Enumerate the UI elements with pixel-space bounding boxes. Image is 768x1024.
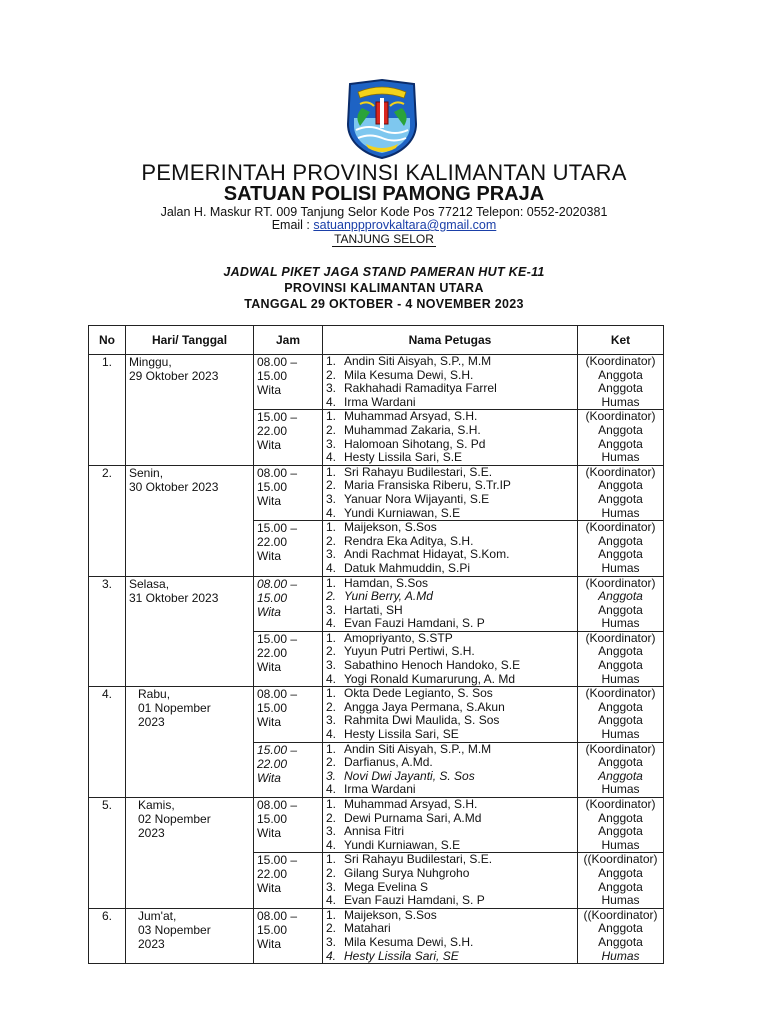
officer-entry [326, 839, 574, 853]
officer-list [323, 742, 578, 797]
officer-entry [326, 936, 574, 950]
officer-name: Maijekson, S.Sos [344, 521, 437, 535]
officer-index: 3. [326, 437, 337, 451]
officer-index: 1. [326, 798, 337, 811]
role-entry: (Koordinator) [585, 521, 656, 535]
officer-entry [326, 590, 574, 604]
shift-time: 08.00 – 15.00 Wita [254, 798, 323, 853]
row-number: 2. [89, 465, 126, 576]
officer-entry [326, 812, 574, 826]
header-note: Ket [578, 326, 664, 355]
role-entry: Humas [601, 949, 640, 963]
officer-entry [326, 479, 574, 493]
officer-entry [326, 410, 574, 424]
officer-entry [326, 783, 574, 797]
role-entry: Anggota [598, 492, 643, 506]
row-number: 1. [89, 355, 126, 466]
officer-index: 4. [326, 949, 337, 963]
officer-index: 2. [326, 756, 337, 770]
day-date: Kamis, 02 Nopember 2023 [126, 798, 254, 909]
header-day: Hari/ Tanggal [126, 326, 254, 355]
officer-index: 2. [326, 590, 337, 604]
row-number: 3. [89, 576, 126, 687]
city [0, 232, 768, 246]
officer-entry [326, 548, 574, 562]
officer-name: Yanuar Nora Wijayanti, S.E [344, 492, 490, 506]
officer-name: Sabathino Henoch Handoko, S.E [344, 659, 521, 673]
officer-name: Yundi Kurniawan, S.E [344, 506, 461, 520]
role-entry: Humas [601, 672, 640, 686]
officer-name: Amopriyanto, S.STP [344, 631, 453, 645]
role-entry: Anggota [598, 756, 643, 770]
table-row [89, 798, 664, 853]
officer-name: Andin Siti Aisyah, S.P., M.M [344, 742, 492, 756]
shift-time: 08.00 – 15.00 Wita [254, 355, 323, 410]
role-entry: (Koordinator) [585, 687, 656, 701]
officer-index: 1. [326, 631, 337, 645]
officer-list [323, 853, 578, 908]
officer-index: 3. [326, 548, 337, 562]
officer-entry [326, 451, 574, 465]
table-row [89, 908, 664, 963]
officer-entry [326, 881, 574, 895]
officer-name: Maria Fransiska Riberu, S.Tr.IP [344, 479, 511, 493]
officer-name: Hesty Lissila Sari, SE [344, 949, 459, 963]
officer-entry [326, 825, 574, 839]
role-entry: Anggota [598, 811, 643, 825]
officer-entry [326, 756, 574, 770]
role-list [578, 798, 664, 853]
officer-name: Evan Fauzi Hamdani, S. P [344, 894, 485, 908]
officer-name: Yundi Kurniawan, S.E [344, 838, 461, 852]
officer-name: Hamdan, S.Sos [344, 576, 429, 590]
role-entry: (Koordinator) [585, 576, 656, 590]
officer-entry [326, 355, 574, 369]
officer-name: Mega Evelina S [344, 880, 429, 894]
shift-time: 15.00 – 22.00 Wita [254, 631, 323, 686]
officer-index: 1. [326, 465, 337, 479]
officer-entry [326, 701, 574, 715]
role-list [578, 853, 664, 908]
officer-name: Sri Rahayu Budilestari, S.E. [344, 465, 493, 479]
shift-time: 15.00 – 22.00 Wita [254, 410, 323, 465]
day-date: Jum'at, 03 Nopember 2023 [126, 908, 254, 963]
officer-index: 1. [326, 521, 337, 535]
officer-index: 1. [326, 742, 337, 756]
officer-entry [326, 521, 574, 535]
officer-name: Yuyun Putri Pertiwi, S.H. [344, 645, 475, 659]
role-entry: ((Koordinator) [583, 908, 658, 922]
officer-name: Sri Rahayu Budilestari, S.E. [344, 853, 493, 867]
officer-name: Annisa Fitri [344, 825, 405, 839]
role-entry: Anggota [598, 423, 643, 437]
officer-name: Evan Fauzi Hamdani, S. P [344, 617, 485, 631]
day-date: Selasa, 31 Oktober 2023 [126, 576, 254, 687]
officer-entry [326, 466, 574, 480]
role-entry: Anggota [598, 645, 643, 659]
officer-entry [326, 909, 574, 923]
role-entry: (Koordinator) [585, 355, 656, 368]
officer-index: 2. [326, 368, 337, 382]
officer-index: 4. [326, 672, 337, 686]
officer-index: 4. [326, 506, 337, 520]
officer-name: Matahari [344, 922, 391, 936]
day-date: Minggu, 29 Oktober 2023 [126, 355, 254, 466]
officer-name: Mila Kesuma Dewi, S.H. [344, 935, 474, 949]
officer-index: 2. [326, 866, 337, 880]
officer-list [323, 465, 578, 520]
schedule-title: JADWAL PIKET JAGA STAND PAMERAN HUT KE-11 [223, 265, 545, 279]
role-entry: Humas [601, 783, 640, 797]
shift-time: 08.00 – 15.00 Wita [254, 465, 323, 520]
role-entry: (Koordinator) [585, 465, 656, 479]
role-list [578, 410, 664, 465]
officer-index: 4. [326, 561, 337, 575]
officer-index: 2. [326, 700, 337, 714]
role-entry: (Koordinator) [585, 798, 656, 811]
government-name: PEMERINTAH PROVINSI KALIMANTAN UTARA [141, 160, 627, 185]
officer-entry [326, 632, 574, 646]
officer-index: 1. [326, 355, 337, 368]
duty-schedule-table [88, 325, 664, 964]
role-entry: Anggota [598, 769, 643, 783]
officer-name: Muhammad Arsyad, S.H. [344, 410, 478, 424]
role-list [578, 742, 664, 797]
officer-list [323, 908, 578, 963]
officer-index: 4. [326, 838, 337, 852]
shift-time: 08.00 – 15.00 Wita [254, 576, 323, 631]
row-number: 6. [89, 908, 126, 963]
email-link[interactable]: satuanppprovkaltara@gmail.com [313, 218, 497, 232]
officer-name: Novi Dwi Jayanti, S. Sos [344, 769, 475, 783]
role-entry: Anggota [598, 866, 643, 880]
role-entry: Anggota [598, 548, 643, 562]
table-row [89, 687, 664, 742]
role-entry: Anggota [598, 825, 643, 839]
officer-name: Angga Jaya Permana, S.Akun [344, 700, 505, 714]
kalimantan-utara-emblem [344, 78, 420, 160]
role-entry: Anggota [598, 659, 643, 673]
officer-index: 1. [326, 410, 337, 424]
row-number: 5. [89, 798, 126, 909]
officer-entry [326, 673, 574, 687]
role-entry: Anggota [598, 603, 643, 617]
officer-name: Yogi Ronald Kumarurung, A. Md [344, 672, 515, 686]
role-list [578, 576, 664, 631]
role-entry: Humas [601, 561, 640, 575]
officer-index: 4. [326, 451, 337, 465]
officer-entry [326, 714, 574, 728]
role-entry: Humas [601, 838, 640, 852]
officer-entry [326, 382, 574, 396]
role-entry: Anggota [598, 714, 643, 728]
officer-entry [326, 950, 574, 964]
officer-name: Irma Wardani [344, 395, 416, 409]
table-row [89, 465, 664, 520]
officer-entry [326, 562, 574, 576]
officer-entry [326, 659, 574, 673]
officer-name: Hesty Lissila Sari, S.E [344, 451, 463, 465]
officer-index: 2. [326, 479, 337, 493]
officer-index: 4. [326, 728, 337, 742]
role-entry: Anggota [598, 880, 643, 894]
officer-entry [326, 617, 574, 631]
officer-name: Muhammad Zakaria, S.H. [344, 423, 481, 437]
officer-list [323, 798, 578, 853]
officer-list [323, 355, 578, 410]
officer-index: 2. [326, 811, 337, 825]
officer-entry [326, 728, 574, 742]
table-row [89, 355, 664, 410]
officer-index: 3. [326, 714, 337, 728]
role-entry: (Koordinator) [585, 631, 656, 645]
officer-index: 3. [326, 880, 337, 894]
role-entry: Anggota [598, 368, 643, 382]
officer-index: 3. [326, 492, 337, 506]
officer-name: Hesty Lissila Sari, SE [344, 728, 459, 742]
officer-name: Irma Wardani [344, 783, 416, 797]
officer-name: Mila Kesuma Dewi, S.H. [344, 368, 474, 382]
officer-list [323, 410, 578, 465]
role-entry: (Koordinator) [585, 742, 656, 756]
officer-name: Yuni Berry, A.Md [344, 590, 433, 604]
officer-name: Andin Siti Aisyah, S.P., M.M [344, 355, 492, 368]
header-no: No [89, 326, 126, 355]
officer-name: Andi Rachmat Hidayat, S.Kom. [344, 548, 510, 562]
officer-index: 4. [326, 395, 337, 409]
officer-entry [326, 493, 574, 507]
role-entry: Anggota [598, 922, 643, 936]
role-list [578, 687, 664, 742]
role-entry: Anggota [598, 479, 643, 493]
role-entry: Humas [601, 728, 640, 742]
officer-entry [326, 853, 574, 867]
officer-index: 4. [326, 894, 337, 908]
unit-name: SATUAN POLISI PAMONG PRAJA [223, 183, 545, 205]
officer-entry [326, 687, 574, 701]
role-entry: Humas [601, 395, 640, 409]
officer-name: Gilang Surya Nuhgroho [344, 866, 470, 880]
officer-index: 3. [326, 825, 337, 839]
officer-name: Halomoan Sihotang, S. Pd [344, 437, 486, 451]
officer-index: 3. [326, 603, 337, 617]
role-list [578, 631, 664, 686]
role-entry: ((Koordinator) [583, 853, 658, 867]
officer-entry [326, 424, 574, 438]
schedule-subtitle: PROVINSI KALIMANTAN UTARA [284, 281, 484, 295]
header-time: Jam [254, 326, 323, 355]
officer-entry [326, 577, 574, 591]
officer-list [323, 631, 578, 686]
officer-entry [326, 369, 574, 383]
officer-index: 3. [326, 935, 337, 949]
officer-index: 3. [326, 769, 337, 783]
shift-time: 08.00 – 15.00 Wita [254, 687, 323, 742]
officer-entry [326, 894, 574, 908]
role-entry: Anggota [598, 534, 643, 548]
email-line [0, 218, 768, 232]
officer-name: Rendra Eka Aditya, S.H. [344, 534, 474, 548]
officer-name: Datuk Mahmuddin, S.Pi [344, 561, 471, 575]
officer-index: 1. [326, 576, 337, 590]
shift-time: 08.00 – 15.00 Wita [254, 908, 323, 963]
officer-index: 3. [326, 382, 337, 396]
table-header-row [89, 326, 664, 355]
officer-entry [326, 770, 574, 784]
role-entry: Anggota [598, 700, 643, 714]
schedule-date-range: TANGGAL 29 OKTOBER - 4 NOVEMBER 2023 [244, 297, 524, 311]
role-entry: Anggota [598, 935, 643, 949]
shift-time: 15.00 – 22.00 Wita [254, 853, 323, 908]
officer-index: 2. [326, 922, 337, 936]
role-entry: Anggota [598, 590, 643, 604]
row-number: 4. [89, 687, 126, 798]
officer-index: 1. [326, 853, 337, 867]
role-list [578, 465, 664, 520]
officer-index: 2. [326, 645, 337, 659]
address: Jalan H. Maskur RT. 009 Tanjung Selor Kode Pos 77212 Telepon: 0552-2020381 [160, 205, 608, 219]
day-date: Rabu, 01 Nopember 2023 [126, 687, 254, 798]
role-list [578, 521, 664, 576]
officer-index: 3. [326, 659, 337, 673]
role-entry: (Koordinator) [585, 410, 656, 424]
officer-list [323, 521, 578, 576]
officer-entry [326, 645, 574, 659]
officer-list [323, 687, 578, 742]
table-row [89, 576, 664, 631]
role-entry: Humas [601, 451, 640, 465]
header-officers: Nama Petugas [323, 326, 578, 355]
officer-entry [326, 604, 574, 618]
officer-name: Muhammad Arsyad, S.H. [344, 798, 478, 811]
officer-entry [326, 798, 574, 812]
city-label: TANJUNG SELOR [334, 232, 434, 246]
officer-list [323, 576, 578, 631]
officer-name: Rakhahadi Ramaditya Farrel [344, 382, 497, 396]
officer-entry [326, 867, 574, 881]
officer-index: 4. [326, 783, 337, 797]
officer-index: 4. [326, 617, 337, 631]
officer-name: Hartati, SH [344, 603, 403, 617]
officer-index: 1. [326, 687, 337, 701]
role-entry: Humas [601, 506, 640, 520]
email-label: Email : [271, 218, 314, 232]
officer-index: 2. [326, 423, 337, 437]
role-list [578, 355, 664, 410]
role-entry: Anggota [598, 437, 643, 451]
officer-entry [326, 743, 574, 757]
officer-name: Rahmita Dwi Maulida, S. Sos [344, 714, 500, 728]
shift-time: 15.00 – 22.00 Wita [254, 742, 323, 797]
officer-entry [326, 396, 574, 410]
role-entry: Humas [601, 617, 640, 631]
officer-name: Dewi Purnama Sari, A.Md [344, 811, 482, 825]
officer-index: 2. [326, 534, 337, 548]
officer-entry [326, 438, 574, 452]
officer-entry [326, 922, 574, 936]
officer-index: 1. [326, 908, 337, 922]
officer-entry [326, 507, 574, 521]
officer-name: Darfianus, A.Md. [344, 756, 433, 770]
officer-entry [326, 535, 574, 549]
role-list [578, 908, 664, 963]
role-entry: Humas [601, 894, 640, 908]
shift-time: 15.00 – 22.00 Wita [254, 521, 323, 576]
day-date: Senin, 30 Oktober 2023 [126, 465, 254, 576]
role-entry: Anggota [598, 382, 643, 396]
officer-name: Maijekson, S.Sos [344, 908, 437, 922]
table-body [89, 355, 664, 964]
officer-name: Okta Dede Legianto, S. Sos [344, 687, 493, 701]
